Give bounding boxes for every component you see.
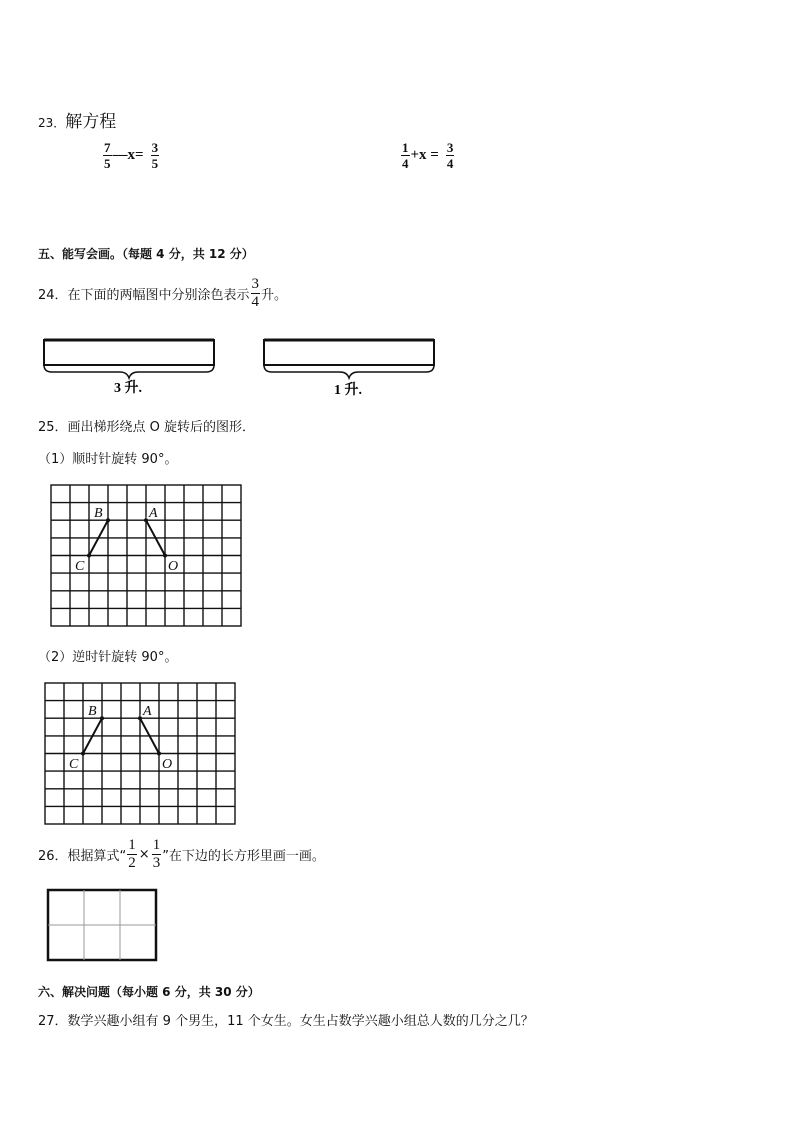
q24-prefix: 24．在下面的两幅图中分别涂色表示 — [38, 288, 250, 303]
q23-heading — [38, 107, 116, 132]
point-O — [163, 554, 167, 558]
fraction: $\frac{7}{5}$ — [104, 140, 111, 171]
bar1-label: 3 升. — [114, 381, 142, 396]
q25-prompt: 25．画出梯形绕点 O 旋转后的图形． — [38, 420, 256, 435]
section-6-heading: 六、解决问题（每小题 6 分，共 30 分） — [38, 985, 260, 999]
q26-prompt — [38, 838, 325, 871]
fraction: $\frac{1}{3}$ — [152, 837, 161, 871]
q23-title: 解方程 — [65, 112, 117, 132]
brace-1 — [44, 365, 214, 378]
q26-prefix: 26．根据算式“ — [38, 849, 127, 864]
bar2-label: 1 升. — [334, 383, 362, 398]
bar-1-liter[interactable] — [264, 340, 434, 365]
q23-equation-2 — [400, 141, 455, 170]
times-sign: × — [138, 847, 150, 862]
label-B: B — [94, 506, 103, 521]
fraction: $\frac{1}{2}$ — [128, 837, 136, 871]
q26-rectangle[interactable] — [46, 888, 158, 962]
point-O — [157, 752, 161, 756]
point-B — [106, 518, 110, 522]
label-C: C — [69, 757, 79, 772]
point-A — [144, 518, 148, 522]
label-O: O — [168, 559, 179, 574]
point-B — [100, 716, 104, 720]
q27-prompt: 27．数学兴趣小组有 9 个男生，11 个女生。女生占数学兴趣小组总人数的几分之几？ — [38, 1014, 534, 1029]
label-A: A — [149, 506, 158, 521]
q26-suffix: ”在下边的长方形里画一画。 — [162, 849, 325, 864]
bar-3-liter[interactable] — [44, 340, 214, 365]
q24-bars-figure — [0, 330, 460, 405]
point-C — [81, 752, 85, 756]
q23-equation-1 — [102, 141, 160, 170]
fraction: $\frac{3}{4}$ — [251, 276, 260, 310]
point-A — [138, 716, 142, 720]
fraction: $\frac{3}{4}$ — [446, 140, 454, 171]
equation-operator: —x= — [112, 146, 144, 163]
q24-prompt — [38, 277, 287, 310]
q25-part1: （1）顺时针旋转 90°。 — [38, 452, 178, 467]
fraction: $\frac{1}{4}$ — [402, 140, 409, 171]
label-C: C — [75, 559, 85, 574]
brace-2 — [264, 365, 434, 378]
q23-number: 23． — [38, 116, 66, 130]
q25-part2: （2）逆时针旋转 90°。 — [38, 650, 178, 665]
fraction: $\frac{3}{5}$ — [151, 140, 159, 171]
q25-grid-2[interactable] — [44, 682, 238, 826]
label-O: O — [162, 757, 173, 772]
label-B: B — [88, 704, 97, 719]
section-5-heading: 五、能写会画。（每题 4 分，共 12 分） — [38, 247, 254, 261]
q24-suffix: 升。 — [261, 288, 288, 303]
equation-operator: +x = — [410, 146, 439, 163]
q25-grid-1[interactable] — [50, 484, 244, 628]
point-C — [87, 554, 91, 558]
label-A: A — [143, 704, 152, 719]
